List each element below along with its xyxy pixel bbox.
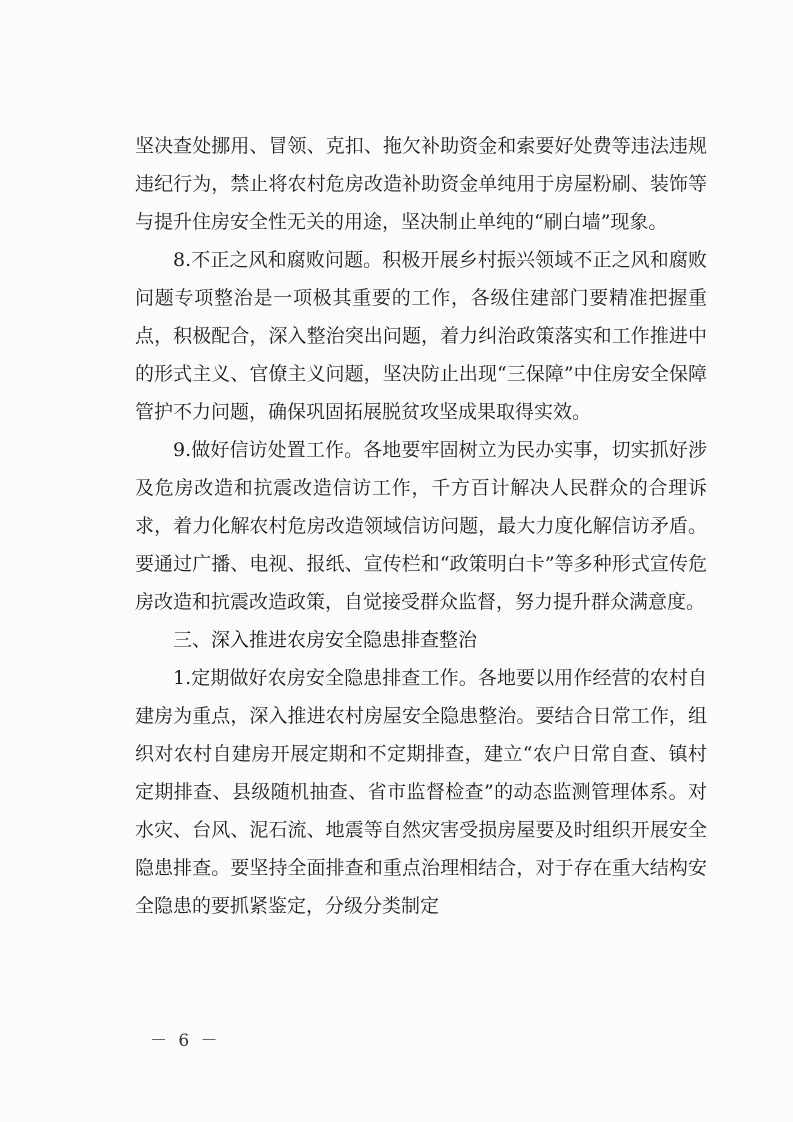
- page-number: － 6 －: [150, 1031, 221, 1051]
- paragraph-item-1: 1.定期做好农房安全隐患排查工作。各地要以用作经营的农村自建房为重点，深入推进农村房屋安全隐患整治。要结合日常工作，组织对农村自建房开展定期和不定期排查，建立“农户日常自查、镇村定期排查、县级随机抽查、省市监督检查”的动态监测管理体系。对水灾、台风、泥石流、地震等自然灾害受损房屋要及时组织开展安全隐患排查。要坚持全面排查和重点治理相结合，对于存在重大结构安全隐患的要抓紧鉴定，分级分类制定: [135, 667, 707, 917]
- paragraph-item-9: 9.做好信访处置工作。各地要牢固树立为民办实事，切实抓好涉及危房改造和抗震改造信访工作，千方百计解决人民群众的合理诉求，着力化解农村危房改造领域信访问题，最大力度化解信访矛盾。要通过广播、电视、报纸、宣传栏和“政策明白卡”等多种形式宣传危房改造和抗震改造政策，自觉接受群众监督，努力提升群众满意度。: [135, 439, 707, 613]
- paragraph-continuation: 坚决查处挪用、冒领、克扣、拖欠补助资金和索要好处费等违法违规违纪行为，禁止将农村危房改造补助资金单纯用于房屋粉刷、装饰等与提升住房安全性无关的用途，坚决制止单纯的“刷白墙”现象。: [135, 135, 707, 233]
- section-heading-3: 三、深入推进农房安全隐患排查整治: [173, 629, 478, 651]
- body-text: [135, 127, 707, 925]
- paragraph-item-8: 8.不正之风和腐败问题。积极开展乡村振兴领域不正之风和腐败问题专项整治是一项极其重要的工作，各级住建部门要精准把握重点，积极配合，深入整治突出问题，着力纠治政策落实和工作推进中的形式主义、官僚主义问题，坚决防止出现“三保障”中住房安全保障管护不力问题，确保巩固拓展脱贫攻坚成果取得实效。: [135, 249, 707, 423]
